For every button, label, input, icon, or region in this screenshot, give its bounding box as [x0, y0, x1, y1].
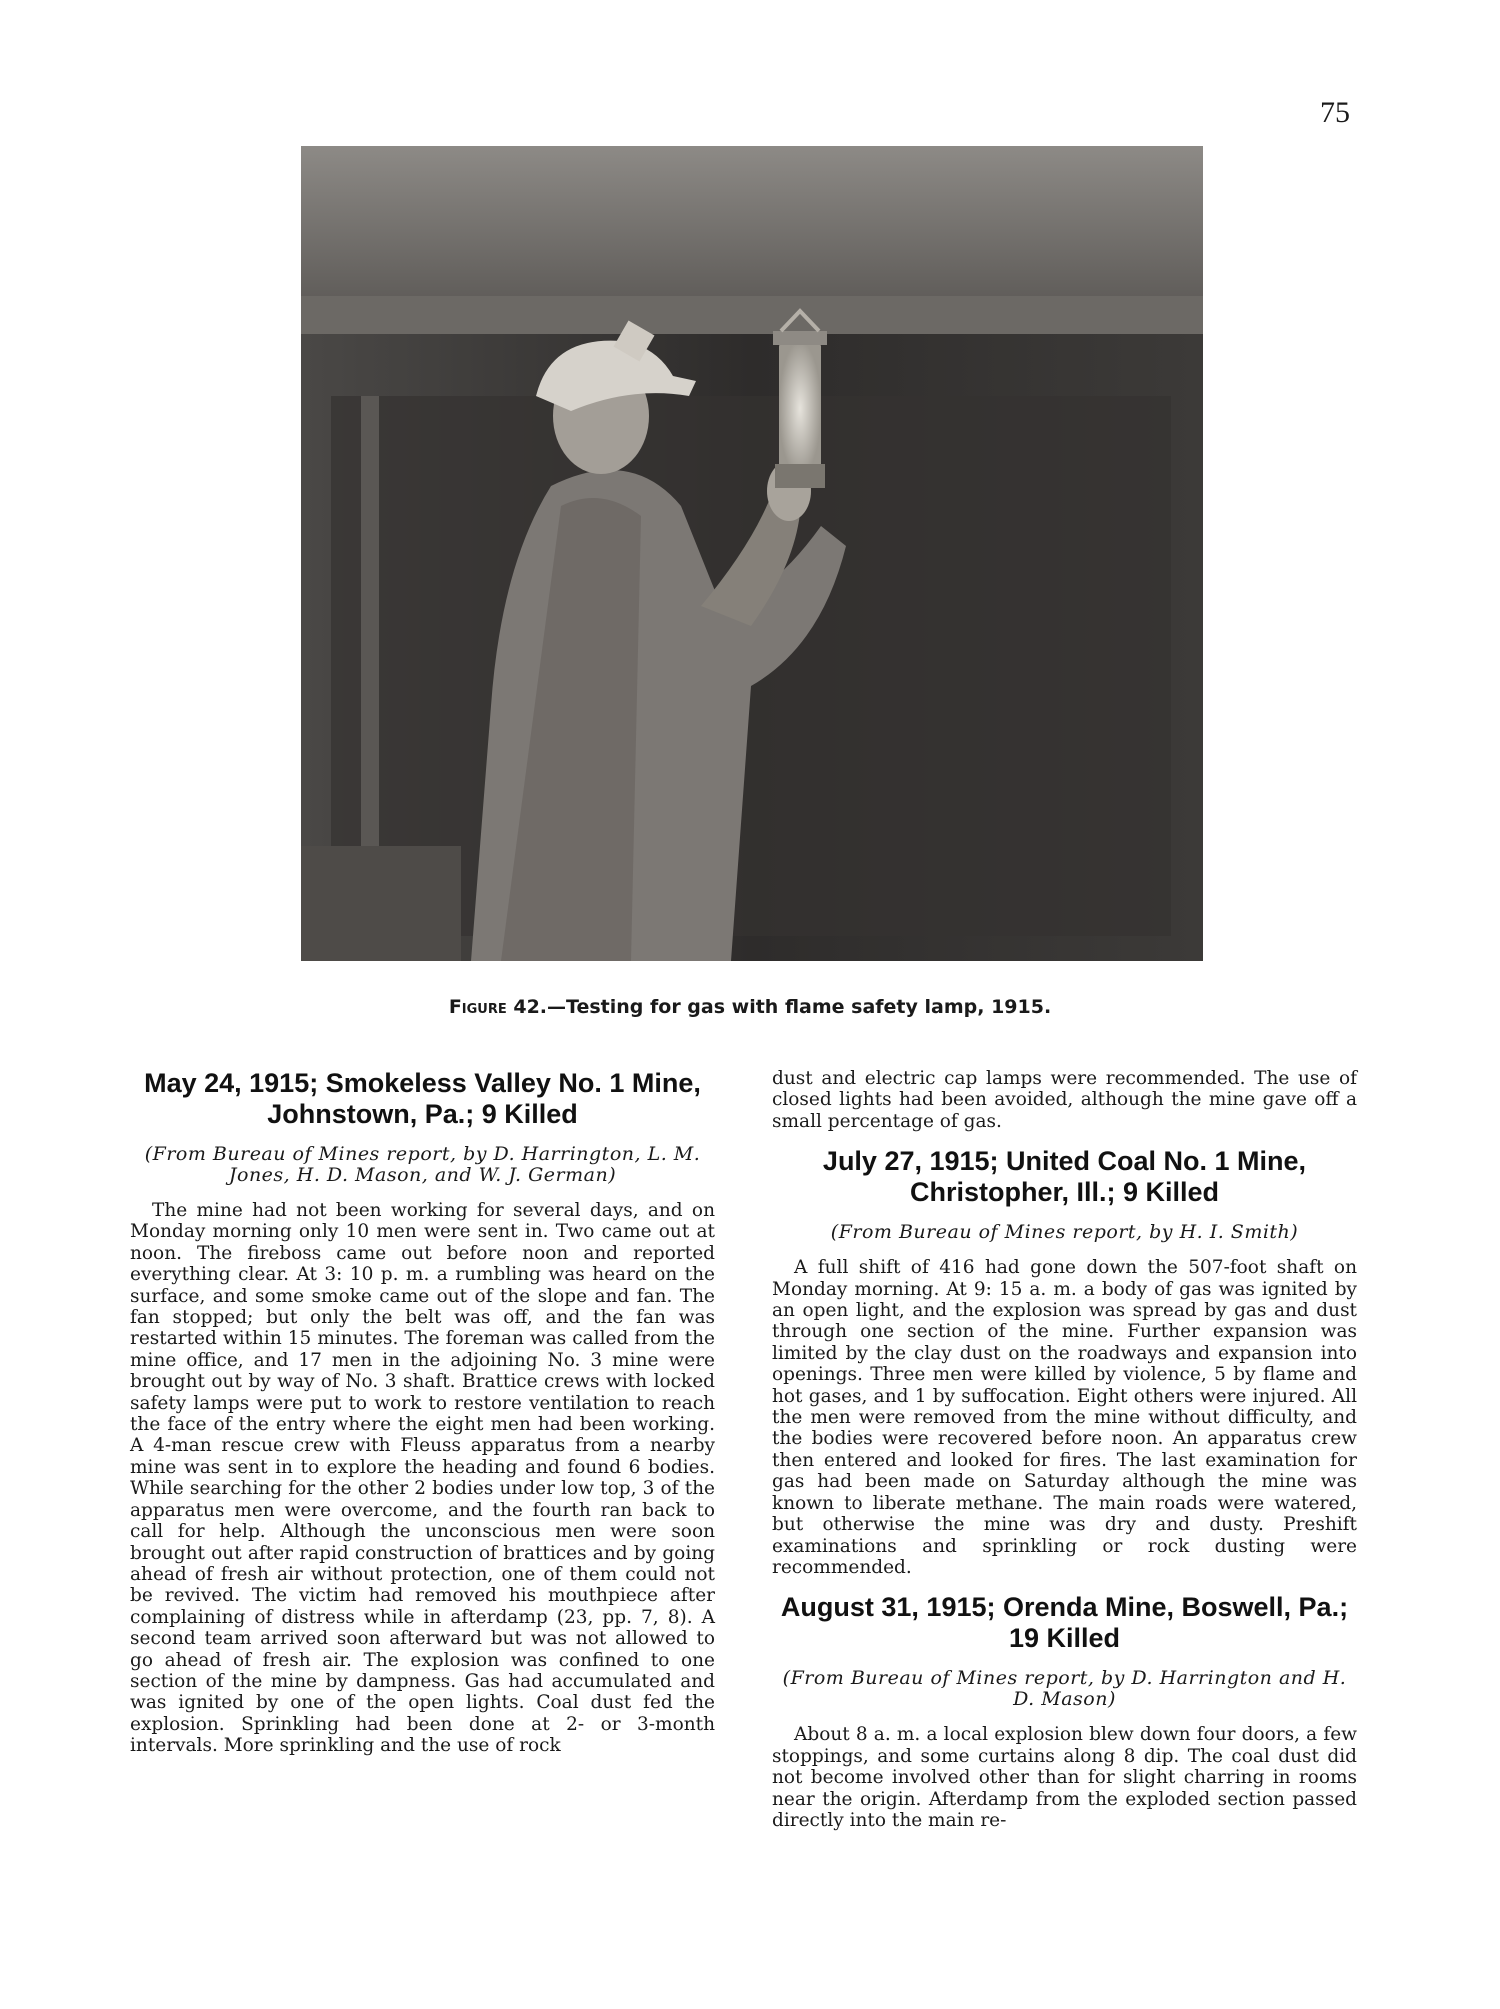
continuation-paragraph: dust and electric cap lamps were recommended. The use of closed lights had been avoided, although the mine gave off a small percentage of gas. [772, 1068, 1357, 1132]
figure-caption [300, 996, 1200, 1018]
figure-label: Figure 42. [448, 996, 548, 1018]
section-paragraph-smokeless-valley: The mine had not been working for several days, and on Monday morning only 10 men were sent in. Two came out at noon. The fireboss came out before noon and reported everything clear. At 3: 10 p. m. a rumbling was heard on the surface, and some smoke came out of the slope and fan. The fan stopped; but only the belt was off, and the fan was restarted within 15 minutes. The foreman was called from the mine office, and 17 men in the adjoining No. 3 mine were brought out by way of No. 3 shaft. Brattice crews with locked safety lamps were put to work to restore ventilation to reach the face of the entry where the eight men had been working. A 4-man rescue crew with Fleuss apparatus from a nearby mine was sent in to explore the heading and found 6 bodies. While searching for the other 2 bodies under low top, 3 of the apparatus men were overcome, and the fourth ran back to call for help. Although the unconscious men were soon brought out after rapid construction of brattices and by going ahead of fresh air without protection, one of them could not be revived. The victim had removed his mouthpiece after complaining of distress while in afterdamp (23, pp. 7, 8). A second team arrived soon afterward but was not allowed to go ahead of fresh air. The explosion was confined to one section of the mine by dampness. Gas had accumulated and was ignited by one of the open lights. Coal dust fed the explosion. Sprinkling had been done at 2- or 3-month intervals. More sprinkling and the use of rock [130, 1200, 715, 1757]
section-paragraph-united-coal: A full shift of 416 had gone down the 507-foot shaft on Monday morning. At 9: 15 a. m. a body of gas was ignited by an open light, and the explosion was spread by gas and dust through one section of the mine. Further expansion was limited by the clay dust on the roadways and expansion into openings. Three men were killed by violence, 5 by flame and hot gases, and 1 by suffocation. Eight others were injured. All the men were removed from the mine without difficulty, and the bodies were recovered before noon. An apparatus crew then entered and looked for fires. The last examination for gas had been made on Saturday although the mine was known to liberate methane. The main roads were watered, but otherwise the mine was dry and dusty. Preshift examinations and sprinkling or rock dusting were recommended. [772, 1257, 1357, 1578]
section-heading-smokeless-valley: May 24, 1915; Smokeless Valley No. 1 Mine, Johnstown, Pa.; 9 Killed [144, 1068, 701, 1129]
section-heading-orenda: August 31, 1915; Orenda Mine, Boswell, Pa.; 19 Killed [780, 1592, 1349, 1654]
left-column [130, 1068, 715, 1771]
figure-caption-text: —Testing for gas with flame safety lamp, 1915. [547, 996, 1052, 1018]
section-source-orenda: (From Bureau of Mines report, by D. Harrington and H. D. Mason) [782, 1667, 1347, 1711]
section-heading-united-coal: July 27, 1915; United Coal No. 1 Mine, Christopher, Ill.; 9 Killed [822, 1146, 1307, 1208]
figure-photo [301, 146, 1203, 961]
section-source-smokeless-valley: (From Bureau of Mines report, by D. Harrington, L. M. Jones, H. D. Mason, and W. J. German) [144, 1143, 701, 1186]
page-number: 75 [1320, 96, 1350, 129]
section-paragraph-orenda: About 8 a. m. a local explosion blew down four doors, a few stoppings, and some curtains along 8 dip. The coal dust did not become involved other than for slight charring in rooms near the origin. Afterdamp from the exploded section passed directly into the main re- [772, 1724, 1357, 1831]
right-column [772, 1068, 1357, 1845]
section-source-united-coal: (From Bureau of Mines report, by H. I. Smith) [830, 1221, 1299, 1244]
photo-icon [301, 146, 1203, 961]
